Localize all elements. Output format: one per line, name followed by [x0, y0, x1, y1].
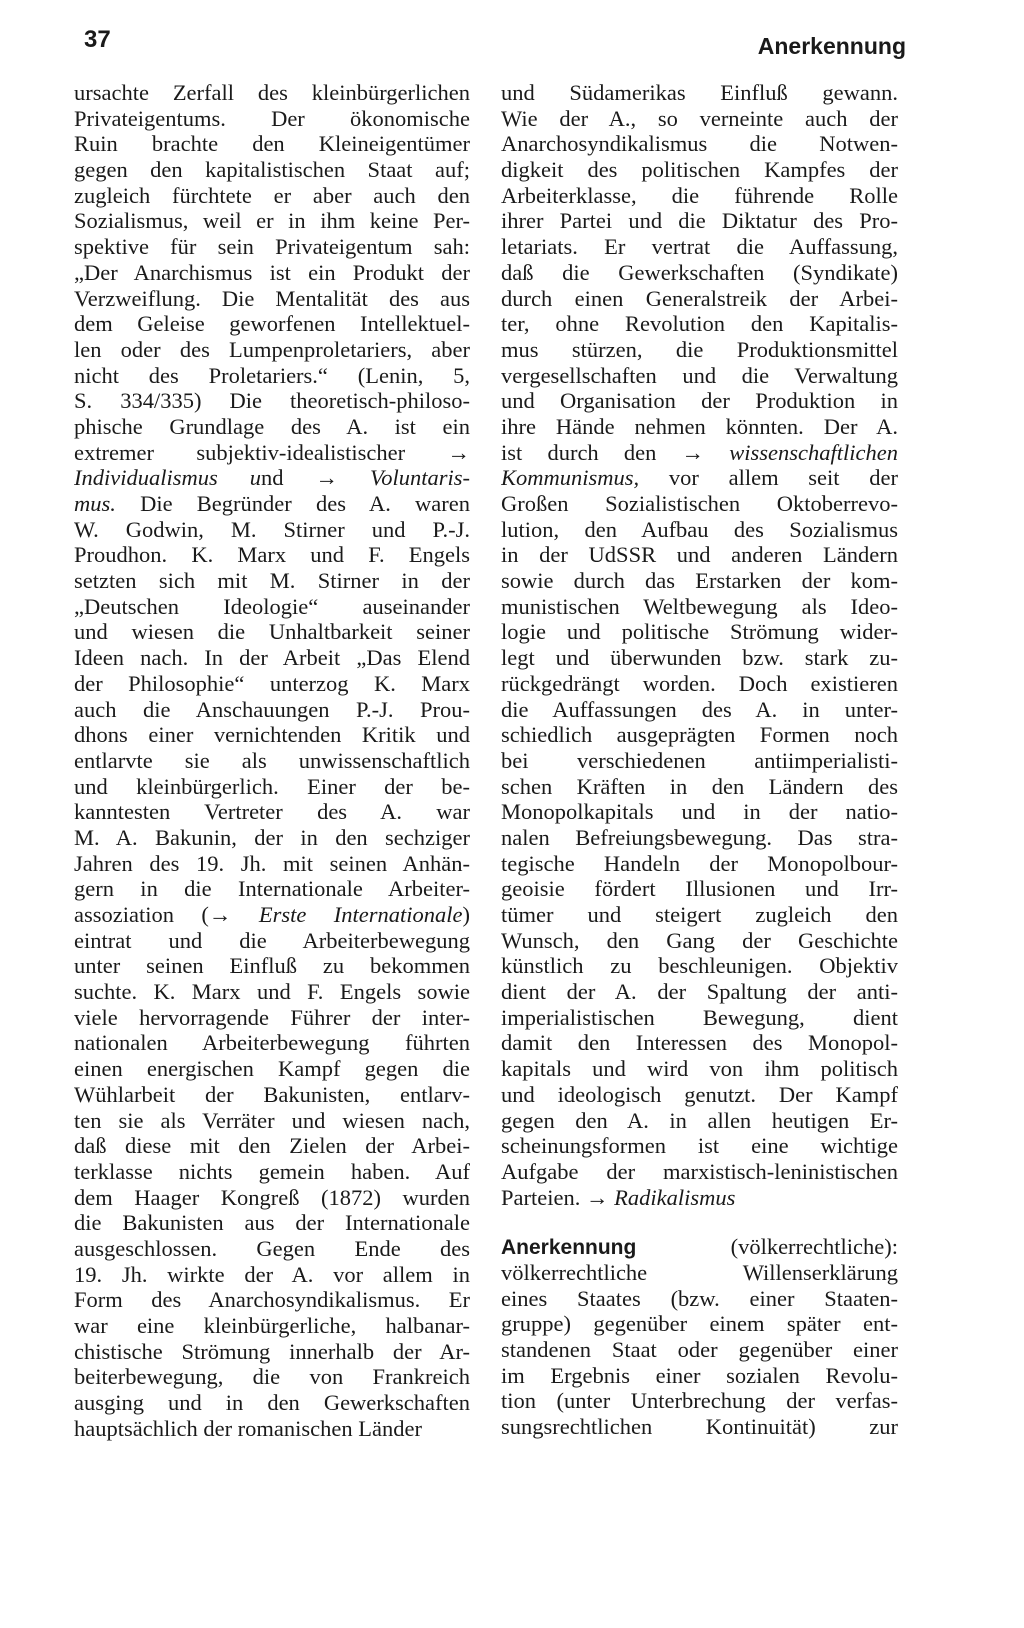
text-line: Individualismus und → Voluntaris- [74, 465, 470, 491]
text-line: Wie der A., so verneinte auch der [501, 105, 898, 131]
text-line: sowie durch das Erstarken der kom- [501, 568, 898, 594]
text-line: imperialistischen Bewegung, dient [501, 1004, 898, 1030]
text-line: suchte. K. Marx und F. Engels sowie [74, 979, 470, 1005]
entry-heading-line [501, 1234, 898, 1260]
text-line: Ideen nach. In der Arbeit „Das Elend [74, 645, 470, 671]
text-line: und Organisation der Produktion in [501, 388, 898, 414]
text-line: ten sie als Verräter und wiesen nach, [74, 1107, 470, 1133]
text-line: setzten sich mit M. Stirner in der [74, 568, 470, 594]
text-line: Ruin brachte den Kleineigentümer [74, 131, 470, 157]
text-line: „Der Anarchismus ist ein Produkt der [74, 259, 470, 285]
cross-reference-term: Voluntaris- [370, 465, 470, 491]
text-line: „Deutschen Ideologie“ auseinander [74, 593, 470, 619]
text-line: dem Haager Kongreß (1872) wurden [74, 1184, 470, 1210]
text-line: digkeit des politischen Kampfes der [501, 157, 898, 183]
text-line: bei verschiedenen antiimperialisti- [501, 747, 898, 773]
text-line: terklasse nichts gemein haben. Auf [74, 1158, 470, 1184]
text-line: munistischen Weltbewegung als Ideo- [501, 593, 898, 619]
text-line: legt und überwunden bzw. stark zu- [501, 645, 898, 671]
text-line: extremer subjektiv-idealistischer → [74, 439, 470, 465]
text-line: tegische Handeln der Monopolbour- [501, 850, 898, 876]
text-line: tion (unter Unterbrechung der verfas- [501, 1388, 898, 1414]
entry-qualifier: (völkerrechtliche): [730, 1234, 898, 1260]
text-line: und ideologisch genutzt. Der Kampf [501, 1081, 898, 1107]
text-line: ursachte Zerfall des kleinbürgerlichen [74, 80, 470, 105]
entry-gap [501, 1210, 898, 1234]
text-line: Anarchosyndikalismus die Notwen- [501, 131, 898, 157]
text-line: künstlich zu beschleunigen. Objektiv [501, 953, 898, 979]
text-line: ihrer Partei und die Diktatur des Pro- [501, 208, 898, 234]
running-head: Anerkennung [757, 33, 906, 59]
cross-reference-term: Individualismus u [74, 465, 261, 491]
right-column [501, 80, 898, 1440]
text-line: dem Geleise geworfenen Intellektuel- [74, 311, 470, 337]
text-line: M. A. Bakunin, der in den sechziger [74, 824, 470, 850]
text-line: damit den Interessen des Monopol- [501, 1030, 898, 1056]
text-line: dient der A. der Spaltung der anti- [501, 979, 898, 1005]
text-line: Wunsch, den Gang der Geschichte [501, 927, 898, 953]
text-line: eintrat und die Arbeiterbewegung [74, 927, 470, 953]
text-line: assoziation (→ Erste Internationale) [74, 902, 470, 927]
text-line: und Südamerikas Einfluß gewann. [501, 80, 898, 105]
text-line: Parteien. → Radikalismus [501, 1184, 736, 1210]
text-line: Großen Sozialistischen Oktoberrevo- [501, 491, 898, 516]
text-line: daß diese mit den Zielen der Arbei- [74, 1133, 470, 1159]
text-line: viele hervorragende Führer der inter- [74, 1004, 470, 1030]
text-line: war eine kleinbürgerliche, halbanar- [74, 1313, 470, 1338]
text-line: schen Kräften in den Ländern des [501, 773, 898, 799]
text-line: ist durch den → wissenschaftlichen [501, 439, 898, 465]
text-line: mus stürzen, die Produktionsmittel [501, 336, 898, 362]
text-line: lution, den Aufbau des Sozialismus [501, 516, 898, 542]
text-line: gern in die Internationale Arbeiter- [74, 876, 470, 902]
text-line: eines Staates (bzw. einer Staaten- [501, 1285, 898, 1311]
text-line: hauptsächlich der romanischen Länder [74, 1415, 422, 1441]
text-line: phische Grundlage des A. ist ein [74, 413, 470, 439]
text-line: die Bakunisten aus der Internationale [74, 1210, 470, 1236]
text-line: gegen den A. in allen heutigen Er- [501, 1107, 898, 1133]
text-line: vergesellschaften und die Verwaltung [501, 362, 898, 388]
text-line: spektive für sein Privateigentum sah: [74, 234, 470, 260]
cross-reference-term: Erste Internationale [258, 902, 463, 927]
text-line: Privateigentums. Der ökonomische [74, 105, 470, 131]
text-line: Jahren des 19. Jh. mit seinen Anhän- [74, 850, 470, 876]
text-line: geoisie fördert Illusionen und Irr- [501, 876, 898, 902]
text-line: tümer und steigert zugleich den [501, 902, 898, 927]
text-line: Proudhon. K. Marx und F. Engels [74, 542, 470, 568]
text-line: kanntesten Vertreter des A. war [74, 799, 470, 825]
cross-reference-term: Radikalismus [608, 1184, 736, 1210]
text-line: Form des Anarchosyndikalismus. Er [74, 1287, 470, 1313]
text-line: daß die Gewerkschaften (Syndikate) [501, 259, 898, 285]
text-line: schiedlich ausgeprägten Formen noch [501, 722, 898, 748]
text-line: kapitals und wird von ihm politisch [501, 1056, 898, 1082]
text-line: ausging und in den Gewerkschaften [74, 1390, 470, 1416]
text-line: Sozialismus, weil er in ihm keine Per- [74, 208, 470, 234]
text-line: sungsrechtlichen Kontinuität) zur [501, 1414, 898, 1440]
page-number: 37 [84, 26, 111, 53]
text-line: entlarvte sie als unwissenschaftlich [74, 747, 470, 773]
text-line: nationalen Arbeiterbewegung führten [74, 1030, 470, 1056]
text-line: Kommunismus, vor allem seit der [501, 465, 898, 491]
text-line: chistische Strömung innerhalb der Ar- [74, 1338, 470, 1364]
text-line: Aufgabe der marxistisch-leninistischen [501, 1158, 898, 1184]
text-line: logie und politische Strömung wider- [501, 619, 898, 645]
text-line: S. 334/335) Die theoretisch-philoso- [74, 388, 470, 414]
text-line: Wühlarbeit der Bakunisten, entlarv- [74, 1081, 470, 1107]
text-line: auch die Anschauungen P.-J. Prou- [74, 696, 470, 722]
text-line: beiterbewegung, die von Frankreich [74, 1364, 470, 1390]
text-line: der Philosophie“ unterzog K. Marx [74, 670, 470, 696]
text-line: rückgedrängt worden. Doch existieren [501, 670, 898, 696]
text-line: gegen den kapitalistischen Staat auf; [74, 157, 470, 183]
text-line: scheinungsformen ist eine wichtige [501, 1133, 898, 1159]
text-line: gruppe) gegenüber einem später ent- [501, 1311, 898, 1337]
cross-reference-term: mus. [74, 491, 116, 516]
cross-reference-term: Kommunismus, [501, 465, 640, 491]
text-line: letariats. Er vertrat die Auffassung, [501, 234, 898, 260]
text-line: ter, ohne Revolution den Kapitalis- [501, 311, 898, 337]
text-line: Arbeiterklasse, die führende Rolle [501, 182, 898, 208]
text-line: 19. Jh. wirkte der A. vor allem in [74, 1261, 470, 1287]
text-line: und kleinbürgerlich. Einer der be- [74, 773, 470, 799]
text-line: die Auffassungen des A. in unter- [501, 696, 898, 722]
text-line: und wiesen die Unhaltbarkeit seiner [74, 619, 470, 645]
text-line: mus. Die Begründer des A. waren [74, 491, 470, 516]
text-line: im Ergebnis einer sozialen Revolu- [501, 1362, 898, 1388]
text-line: zugleich fürchtete er aber auch den [74, 182, 470, 208]
text-line: nicht des Proletariers.“ (Lenin, 5, [74, 362, 470, 388]
text-line: einen energischen Kampf gegen die [74, 1056, 470, 1082]
text-line: unter seinen Einfluß zu bekommen [74, 953, 470, 979]
text-line: dhons einer vernichtenden Kritik und [74, 722, 470, 748]
text-line: völkerrechtliche Willenserklärung [501, 1259, 898, 1285]
text-line: len oder des Lumpenproletariers, aber [74, 336, 470, 362]
entry-headword: Anerkennung [501, 1236, 637, 1260]
text-line: Monopolkapitals und in der natio- [501, 799, 898, 825]
text-line: Verzweiflung. Die Mentalität des aus [74, 285, 470, 311]
text-line: durch einen Generalstreik der Arbei- [501, 285, 898, 311]
text-line: ausgeschlossen. Gegen Ende des [74, 1235, 470, 1261]
text-line: W. Godwin, M. Stirner und P.-J. [74, 516, 470, 542]
text-line: ihre Hände nehmen könnten. Der A. [501, 413, 898, 439]
text-line: standenen Staat oder gegenüber einer [501, 1337, 898, 1362]
left-column [74, 80, 470, 1441]
text-line: nalen Befreiungsbewegung. Das stra- [501, 824, 898, 850]
cross-reference-term: wissenschaftlichen [729, 439, 898, 465]
text-line: in der UdSSR und anderen Ländern [501, 542, 898, 568]
